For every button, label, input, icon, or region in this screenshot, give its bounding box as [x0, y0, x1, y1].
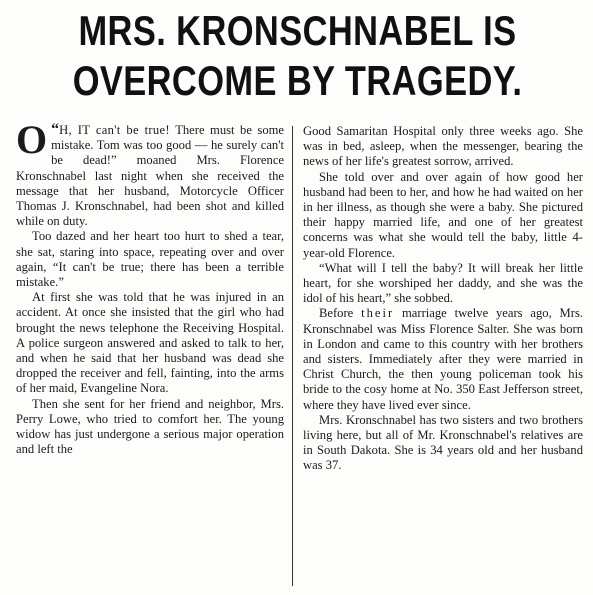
- headline: [62, 6, 534, 106]
- paragraph-husband-kindness: She told over and over again of how good her husband had been to her, and how he had waited on her in her illness, as though she were a baby. She pictured their happy married life, and one of her greatest concerns was what she would tell the baby, little 4-year-old Florence.: [303, 169, 583, 260]
- lead-paragraph-text: There must be some mistake. Tom was too good — he surely can't be dead!” moaned Mrs. Florence Kronschnabel last night when she received the message that her husband, Motorcycle Officer Thomas J. Kronschnabel, had been shot and killed while on duty.: [16, 123, 284, 229]
- headline-line-2: OVERCOME BY TRAGEDY.: [72, 57, 523, 104]
- paragraph-hospital-continued: Good Samaritan Hospital only three weeks ago. She was in bed, asleep, when the messenger, bearing the news of her life's greatest sorrow, arrived.: [303, 124, 583, 169]
- marriage-text-before: Before: [319, 306, 362, 321]
- paragraph-relatives: Mrs. Kronschnabel has two sisters and two brothers living here, but all of Mr. Kronschnabel's relatives are in South Dakota. She is 34 years old and her husband was 37.: [303, 412, 583, 473]
- marriage-text-spaced: their: [361, 306, 395, 321]
- paragraph-neighbor: Then she sent for her friend and neighbor, Mrs. Perry Lowe, who tried to comfort her. The young widow has just undergone a serious major operation and left the: [16, 396, 284, 457]
- paragraph-baby-quote: “What will I tell the baby? It will break her little heart, for she worshiped her daddy, and she was the idol of his heart,” she sobbed.: [303, 260, 583, 306]
- paragraph-dazed: Too dazed and her heart too hurt to shed a tear, she sat, staring into space, repeating over and over again, “It can't be true; there has been a terrible mistake.”: [16, 229, 284, 290]
- drop-cap: O: [16, 117, 48, 162]
- headline-line-1: MRS. KRONSCHNABEL IS: [78, 7, 517, 54]
- right-column: [303, 124, 583, 474]
- left-column: [16, 117, 284, 457]
- opening-quote-mark: “: [51, 121, 60, 138]
- column-divider: [292, 126, 293, 586]
- lead-paragraph: [16, 117, 284, 229]
- paragraph-marriage: [303, 306, 583, 412]
- paragraph-accident: At first she was told that he was injured in an accident. At once she insisted that the girl who had brought the news telephone the Receiving Hospital. A police surgeon answered and asked to talk to her, and when he said that her husband was dead she dropped the receiver and fell, fainting, into the arms of her maid, Evangeline Nora.: [16, 290, 284, 396]
- marriage-text-after: marriage twelve years ago, Mrs. Kronschnabel was Miss Florence Salter. She was born in London and came to this country with her brothers and sisters. Immediately after they were married in Christ Church, the then young policeman took his bride to the cosy home at No. 350 East Jefferson street, where they have lived ever since.: [303, 306, 583, 412]
- lead-caps-text: H, IT can't be true!: [59, 123, 170, 137]
